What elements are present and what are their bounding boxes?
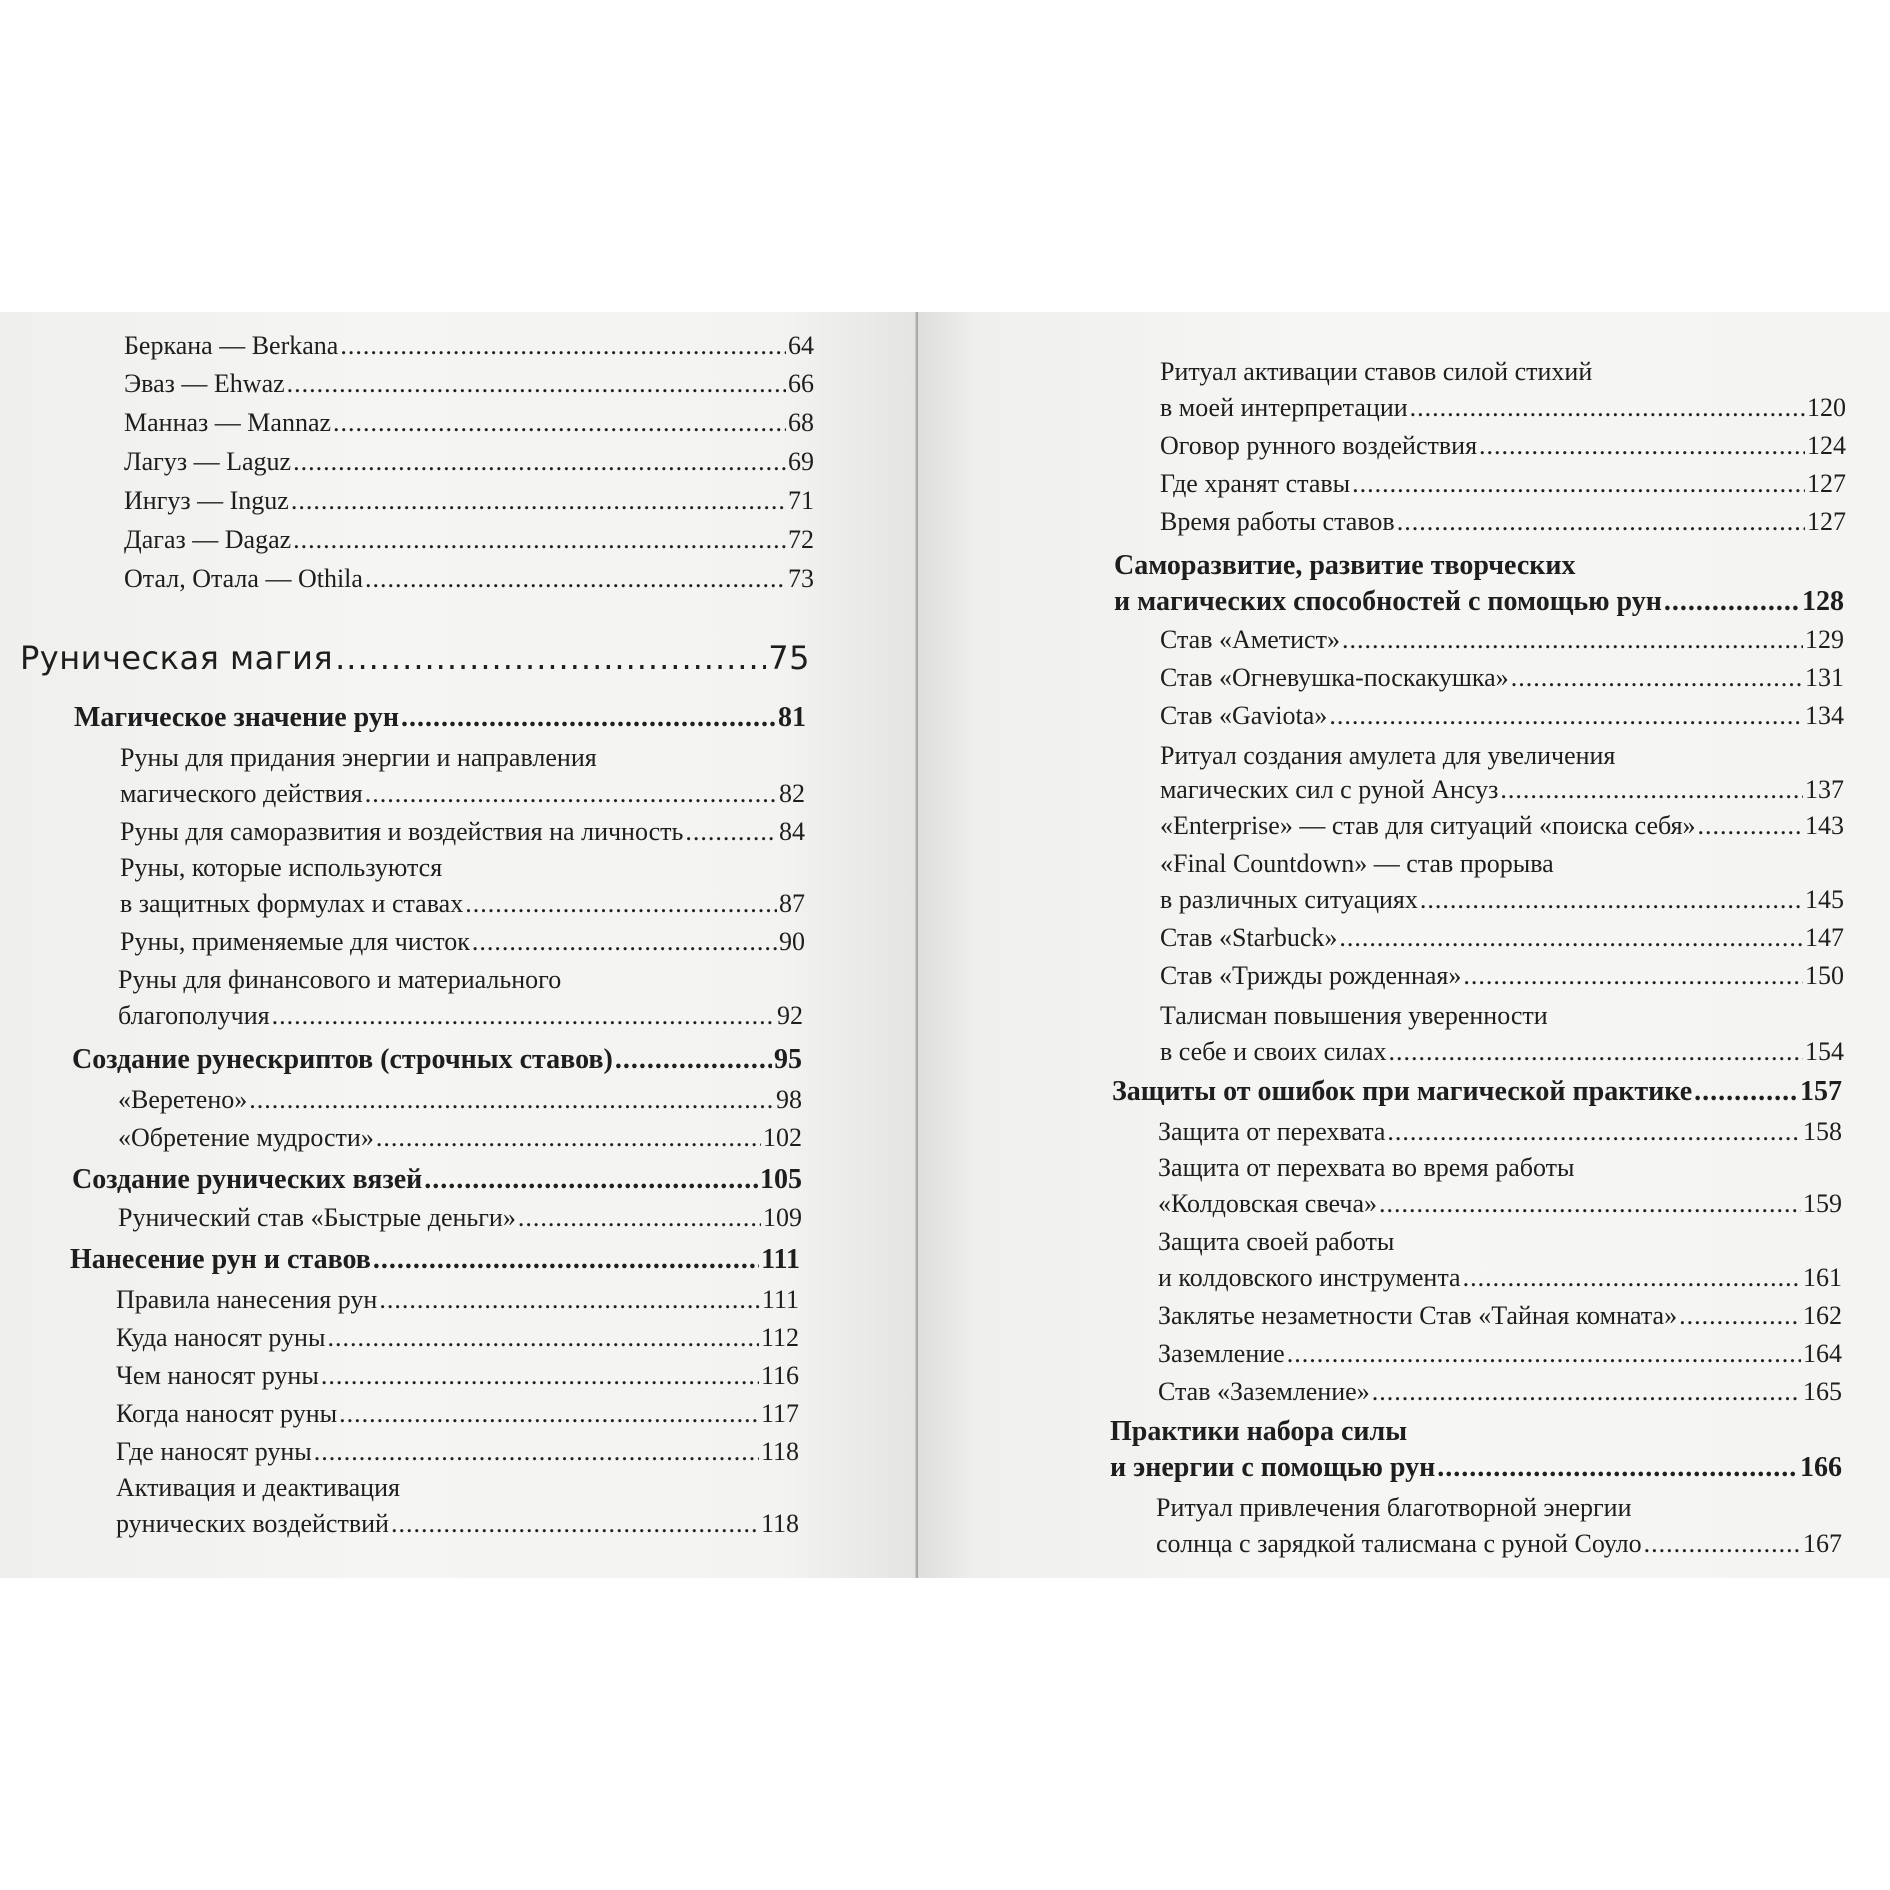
- entry-line: Ритуал создания амулета для увеличения: [1160, 741, 1616, 770]
- entry-page: 131: [1805, 663, 1844, 692]
- entry-title: магических сил с руной Ансуз: [1160, 775, 1499, 804]
- section-page: 157: [1800, 1076, 1842, 1107]
- entry-title: «Enterprise» — став для ситуаций «поиска себя»: [1160, 811, 1696, 840]
- toc-entry[interactable]: [1160, 920, 1844, 956]
- entry-page: 162: [1803, 1301, 1842, 1330]
- dot-leader: [518, 1200, 761, 1236]
- entry-page: 72: [788, 525, 814, 554]
- dot-leader: [472, 924, 777, 960]
- section-heading-line: Практики набора силы: [1110, 1416, 1408, 1447]
- entry-title: Правила нанесения рун: [116, 1285, 378, 1314]
- toc-entry[interactable]: [124, 444, 814, 480]
- entry-line: Защита своей работы: [1158, 1227, 1395, 1256]
- toc-entry[interactable]: [124, 522, 814, 558]
- dot-leader: [1387, 1114, 1801, 1150]
- entry-page: 143: [1805, 811, 1844, 840]
- entry-title: солнца с зарядкой талисмана с руной Соуло: [1156, 1529, 1642, 1558]
- section-page: 111: [761, 1244, 800, 1275]
- dot-leader: [272, 998, 775, 1034]
- entry-title: Став «Аметист»: [1160, 625, 1340, 654]
- toc-entry[interactable]: [1160, 504, 1846, 540]
- entry-title: Заземление: [1158, 1339, 1285, 1368]
- section-heading-line: Саморазвитие, развитие творческих: [1114, 550, 1576, 581]
- entry-page: 167: [1803, 1529, 1842, 1558]
- section-title: Защиты от ошибок при магической практике: [1112, 1076, 1693, 1107]
- toc-entry[interactable]: [120, 814, 805, 850]
- entry-title: Чем наносят руны: [116, 1361, 319, 1390]
- entry-page: 137: [1805, 775, 1844, 804]
- section-page: 128: [1802, 586, 1844, 617]
- dot-leader: [339, 1396, 759, 1432]
- toc-entry[interactable]: [1156, 1526, 1842, 1562]
- part-page: 75: [768, 639, 810, 677]
- dot-leader: [1397, 504, 1805, 540]
- entry-line: Защита от перехвата во время работы: [1158, 1153, 1575, 1182]
- section-page: 81: [778, 702, 806, 733]
- entry-page: 73: [788, 564, 814, 593]
- dot-leader: [1389, 1034, 1803, 1070]
- entry-title: Ингуз — Inguz: [124, 486, 289, 515]
- entry-page: 147: [1805, 923, 1844, 952]
- entry-page: 117: [760, 1399, 799, 1428]
- toc-entry[interactable]: [116, 1320, 799, 1356]
- entry-page: 111: [761, 1285, 799, 1314]
- dot-leader: [1698, 808, 1803, 844]
- entry-page: 134: [1805, 701, 1844, 730]
- dot-leader: [1342, 622, 1803, 658]
- entry-page: 98: [776, 1085, 802, 1114]
- entry-line: Ритуал привлечения благотворной энергии: [1156, 1493, 1632, 1522]
- entry-title: Став «Огневушка-поскакушка»: [1160, 663, 1509, 692]
- toc-entry[interactable]: [1160, 428, 1846, 464]
- toc-entry[interactable]: [1160, 958, 1844, 994]
- entry-title: Куда наносят руны: [116, 1323, 326, 1352]
- entry-title: «Обретение мудрости»: [118, 1123, 374, 1152]
- dot-leader: [365, 561, 786, 597]
- dot-leader: [1463, 1260, 1801, 1296]
- entry-line: Руны, которые используются: [120, 853, 443, 882]
- dot-leader: [1644, 1526, 1801, 1562]
- entry-page: 112: [760, 1323, 799, 1352]
- toc-entry[interactable]: [1158, 1186, 1842, 1222]
- dot-leader: [291, 483, 786, 519]
- section-heading[interactable]: [1114, 584, 1844, 620]
- dot-leader: [1694, 1074, 1798, 1110]
- toc-entry[interactable]: [116, 1358, 799, 1394]
- toc-entry[interactable]: [1158, 1336, 1842, 1372]
- toc-entry[interactable]: [1160, 882, 1844, 918]
- entry-page: 127: [1807, 507, 1846, 536]
- entry-page: 150: [1805, 961, 1844, 990]
- section-heading[interactable]: [70, 1242, 800, 1278]
- toc-entry[interactable]: [116, 1396, 799, 1432]
- entry-title: «Веретено»: [118, 1085, 248, 1114]
- dot-leader: [293, 522, 786, 558]
- entry-page: 127: [1807, 469, 1846, 498]
- entry-title: Время работы ставов: [1160, 507, 1395, 536]
- section-page: 105: [760, 1164, 802, 1195]
- dot-leader: [1679, 1298, 1801, 1334]
- section-title: Создание рунескриптов (строчных ставов): [72, 1044, 613, 1075]
- toc-entry[interactable]: [124, 328, 814, 364]
- section-heading[interactable]: [72, 1162, 802, 1198]
- entry-title: Став «Трижды рожденная»: [1160, 961, 1462, 990]
- toc-entry[interactable]: [116, 1282, 799, 1318]
- entry-page: 124: [1807, 431, 1846, 460]
- entry-title: Дагаз — Dagaz: [124, 525, 292, 554]
- entry-page: 71: [788, 486, 814, 515]
- dot-leader: [327, 1320, 759, 1356]
- entry-title: Где наносят руны: [116, 1437, 312, 1466]
- entry-page: 165: [1803, 1377, 1842, 1406]
- dot-leader: [321, 1358, 759, 1394]
- entry-title: рунических воздействий: [116, 1509, 389, 1538]
- toc-entry[interactable]: [1160, 772, 1844, 808]
- entry-line: Активация и деактивация: [116, 1473, 400, 1502]
- dot-leader: [314, 1434, 759, 1470]
- entry-title: «Колдовская свеча»: [1158, 1189, 1377, 1218]
- entry-page: 102: [763, 1123, 802, 1152]
- toc-entry[interactable]: [1160, 808, 1844, 844]
- section-heading[interactable]: [1110, 1450, 1842, 1486]
- toc-entry[interactable]: [116, 1434, 799, 1470]
- dot-leader: [615, 1042, 772, 1078]
- entry-line: Руны для придания энергии и направления: [120, 743, 597, 772]
- entry-title: в моей интерпретации: [1160, 393, 1408, 422]
- dot-leader: [424, 1162, 758, 1198]
- entry-page: 118: [760, 1509, 799, 1538]
- dot-leader: [335, 640, 766, 676]
- entry-page: 158: [1803, 1117, 1842, 1146]
- toc-entry[interactable]: [118, 1120, 802, 1156]
- entry-page: 129: [1805, 625, 1844, 654]
- toc-entry[interactable]: [120, 886, 805, 922]
- entry-page: 68: [788, 408, 814, 437]
- section-title: Нанесение рун и ставов: [70, 1244, 371, 1275]
- entry-line: Руны для финансового и материального: [118, 965, 562, 994]
- entry-page: 159: [1803, 1189, 1842, 1218]
- part-title: Руническая магия: [20, 639, 334, 677]
- entry-title: Руны для саморазвития и воздействия на личность: [120, 817, 684, 846]
- toc-entry[interactable]: [118, 1200, 802, 1236]
- dot-leader: [1437, 1450, 1798, 1486]
- entry-page: 87: [779, 889, 805, 918]
- section-title: и энергии с помощью рун: [1110, 1452, 1436, 1483]
- entry-title: в себе и своих силах: [1160, 1037, 1387, 1066]
- toc-entry[interactable]: [116, 1506, 799, 1542]
- left-page: [0, 312, 918, 1578]
- toc-entry[interactable]: [1158, 1298, 1842, 1334]
- dot-leader: [1372, 1374, 1801, 1410]
- dot-leader: [340, 328, 786, 364]
- entry-page: 69: [788, 447, 814, 476]
- entry-title: Эваз — Ehwaz: [124, 369, 285, 398]
- entry-title: Манназ — Mannaz: [124, 408, 332, 437]
- entry-title: Став «Заземление»: [1158, 1377, 1370, 1406]
- entry-title: Защита от перехвата: [1158, 1117, 1386, 1146]
- entry-page: 64: [788, 331, 814, 360]
- dot-leader: [1379, 1186, 1801, 1222]
- section-heading[interactable]: [1112, 1074, 1842, 1110]
- toc-entry[interactable]: [1160, 1034, 1844, 1070]
- dot-leader: [379, 1282, 760, 1318]
- entry-page: 154: [1805, 1037, 1844, 1066]
- toc-entry[interactable]: [118, 998, 803, 1034]
- entry-title: Когда наносят руны: [116, 1399, 338, 1428]
- dot-leader: [373, 1242, 759, 1278]
- entry-page: 82: [779, 779, 805, 808]
- dot-leader: [1664, 584, 1800, 620]
- toc-entry[interactable]: [1158, 1374, 1842, 1410]
- entry-page: 109: [763, 1203, 802, 1232]
- toc-entry[interactable]: [124, 405, 814, 441]
- right-page: [918, 312, 1890, 1578]
- toc-entry[interactable]: [124, 561, 814, 597]
- entry-title: Заклятье незаметности Став «Тайная комната»: [1158, 1301, 1678, 1330]
- toc-entry[interactable]: [1158, 1260, 1842, 1296]
- entry-title: Став «Gaviota»: [1160, 701, 1328, 730]
- toc-entry[interactable]: [120, 776, 805, 812]
- dot-leader: [685, 814, 777, 850]
- entry-title: Лагуз — Laguz: [124, 447, 292, 476]
- toc-entry[interactable]: [120, 924, 805, 960]
- dot-leader: [1329, 698, 1803, 734]
- dot-leader: [401, 700, 776, 736]
- dot-leader: [1479, 428, 1805, 464]
- entry-page: 66: [788, 369, 814, 398]
- toc-entry[interactable]: [1160, 390, 1846, 426]
- entry-title: в защитных формулах и ставах: [120, 889, 464, 918]
- section-title: Создание рунических вязей: [72, 1164, 423, 1195]
- toc-entry[interactable]: [124, 366, 814, 402]
- entry-page: 145: [1805, 885, 1844, 914]
- section-title: Магическое значение рун: [74, 702, 399, 733]
- dot-leader: [1463, 958, 1803, 994]
- part-heading[interactable]: [20, 640, 810, 676]
- entry-line: «Final Countdown» — став прорыва: [1160, 849, 1554, 878]
- entry-page: 84: [779, 817, 805, 846]
- dot-leader: [1420, 882, 1803, 918]
- dot-leader: [391, 1506, 759, 1542]
- entry-title: Став «Starbuck»: [1160, 923, 1338, 952]
- dot-leader: [465, 886, 777, 922]
- dot-leader: [376, 1120, 761, 1156]
- entry-title: Беркана — Berkana: [124, 331, 339, 360]
- entry-title: Рунический став «Быстрые деньги»: [118, 1203, 516, 1232]
- toc-entry[interactable]: [1160, 466, 1846, 502]
- toc-entry[interactable]: [1158, 1114, 1842, 1150]
- entry-page: 116: [760, 1361, 799, 1390]
- entry-page: 118: [760, 1437, 799, 1466]
- section-heading[interactable]: [74, 700, 806, 736]
- entry-title: благополучия: [118, 1001, 270, 1030]
- dot-leader: [1339, 920, 1803, 956]
- entry-title: и колдовского инструмента: [1158, 1263, 1461, 1292]
- entry-title: магического действия: [120, 779, 363, 808]
- entry-page: 90: [779, 927, 805, 956]
- dot-leader: [1410, 390, 1805, 426]
- entry-line: Ритуал активации ставов силой стихий: [1160, 357, 1593, 386]
- entry-page: 92: [777, 1001, 803, 1030]
- entry-title: Оговор рунного воздействия: [1160, 431, 1478, 460]
- dot-leader: [287, 366, 786, 402]
- toc-entry[interactable]: [124, 483, 814, 519]
- toc-entry[interactable]: [118, 1082, 802, 1118]
- section-page: 95: [774, 1044, 802, 1075]
- toc-entry[interactable]: [1160, 660, 1844, 696]
- entry-line: Талисман повышения уверенности: [1160, 1001, 1548, 1030]
- dot-leader: [1511, 660, 1803, 696]
- entry-title: Отал, Отала — Othila: [124, 564, 363, 593]
- dot-leader: [1287, 1336, 1801, 1372]
- section-title: и магических способностей с помощью рун: [1114, 586, 1662, 617]
- dot-leader: [1352, 466, 1805, 502]
- left-toc: [0, 312, 918, 1578]
- toc-entry[interactable]: [1160, 622, 1844, 658]
- entry-page: 164: [1803, 1339, 1842, 1368]
- entry-title: Где хранят ставы: [1160, 469, 1351, 498]
- entry-page: 161: [1803, 1263, 1842, 1292]
- dot-leader: [249, 1082, 774, 1118]
- section-page: 166: [1800, 1452, 1842, 1483]
- dot-leader: [365, 776, 777, 812]
- entry-title: Руны, применяемые для чисток: [120, 927, 470, 956]
- entry-title: в различных ситуациях: [1160, 885, 1418, 914]
- toc-entry[interactable]: [1160, 698, 1844, 734]
- entry-page: 120: [1807, 393, 1846, 422]
- section-heading[interactable]: [72, 1042, 802, 1078]
- dot-leader: [1500, 772, 1803, 808]
- dot-leader: [293, 444, 786, 480]
- right-toc: [918, 312, 1890, 1578]
- dot-leader: [333, 405, 786, 441]
